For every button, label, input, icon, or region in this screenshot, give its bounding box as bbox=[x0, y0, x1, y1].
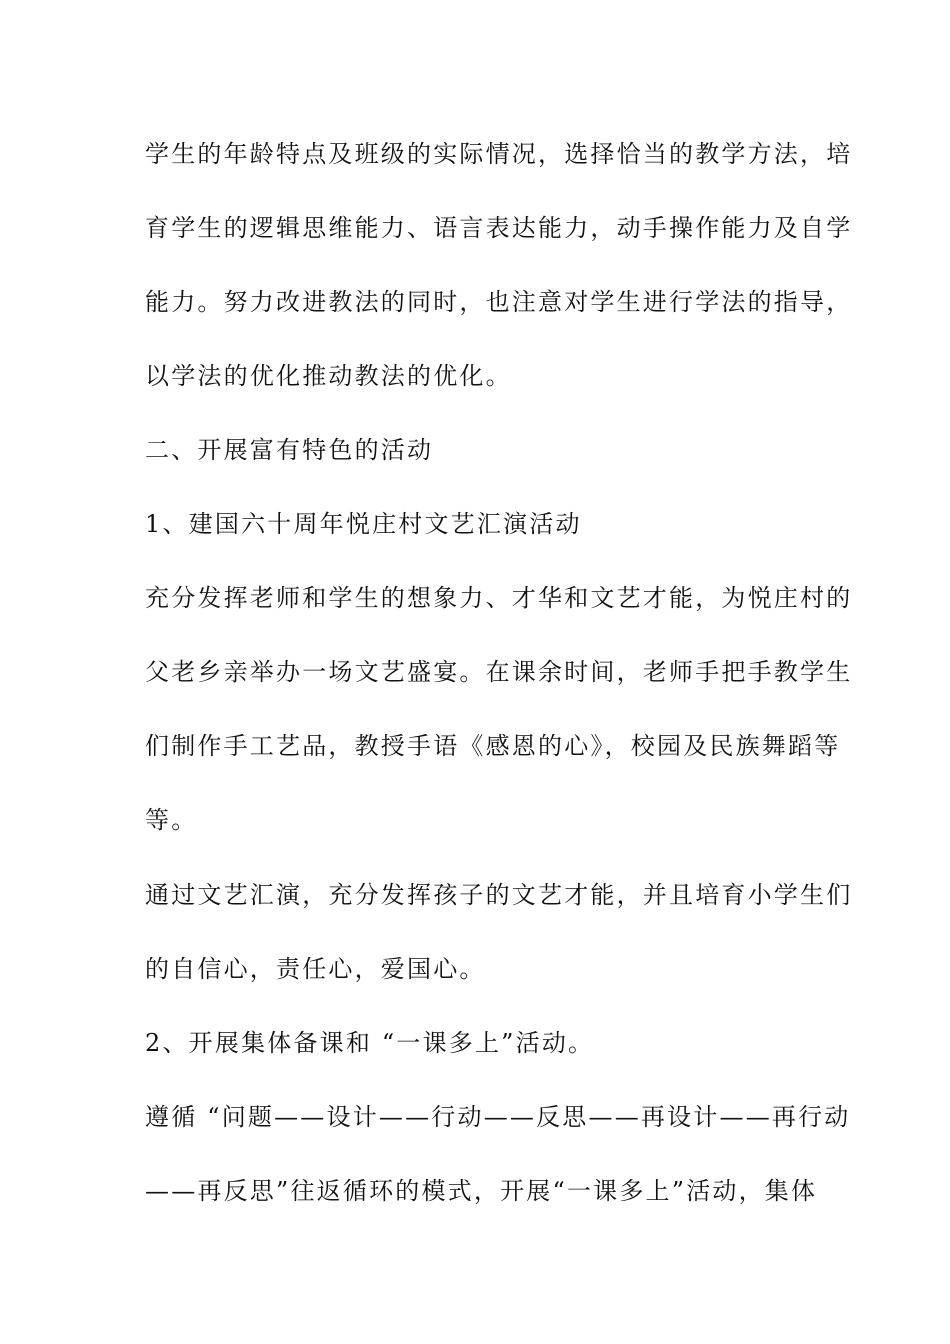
subsection-heading: 2、开展集体备课和 “一课多上”活动。 bbox=[145, 1029, 595, 1057]
paragraph-line: 遵循 “问题——设计——行动——反思——再设计——再行动 bbox=[145, 1103, 851, 1131]
paragraph-line: 育学生的逻辑思维能力、语言表达能力，动手操作能力及自学 bbox=[145, 214, 853, 242]
paragraph-line: 通过文艺汇演，充分发挥孩子的文艺才能，并且培育小学生们 bbox=[145, 881, 853, 909]
section-heading: 二、开展富有特色的活动 bbox=[145, 436, 434, 464]
paragraph-line: 的自信心，责任心，爱国心。 bbox=[145, 955, 486, 983]
paragraph-line: 父老乡亲举办一场文艺盛宴。在课余时间，老师手把手教学生 bbox=[145, 658, 853, 686]
paragraph-line: 以学法的优化推动教法的优化。 bbox=[145, 362, 512, 390]
paragraph-line: 能力。努力改进教法的同时，也注意对学生进行学法的指导， bbox=[145, 288, 853, 316]
paragraph-line: 等。 bbox=[145, 806, 198, 834]
paragraph-line: 学生的年龄特点及班级的实际情况，选择恰当的教学方法，培 bbox=[145, 140, 853, 168]
paragraph-line: 充分发挥老师和学生的想象力、才华和文艺才能，为悦庄村的 bbox=[145, 584, 853, 612]
paragraph-line: ——再反思”往返循环的模式，开展“一课多上”活动，集体 bbox=[145, 1177, 818, 1205]
paragraph-line: 们制作手工艺品，教授手语《感恩的心》，校园及民族舞蹈等 bbox=[145, 732, 841, 760]
subsection-heading: 1、建国六十周年悦庄村文艺汇演活动 bbox=[145, 510, 582, 538]
